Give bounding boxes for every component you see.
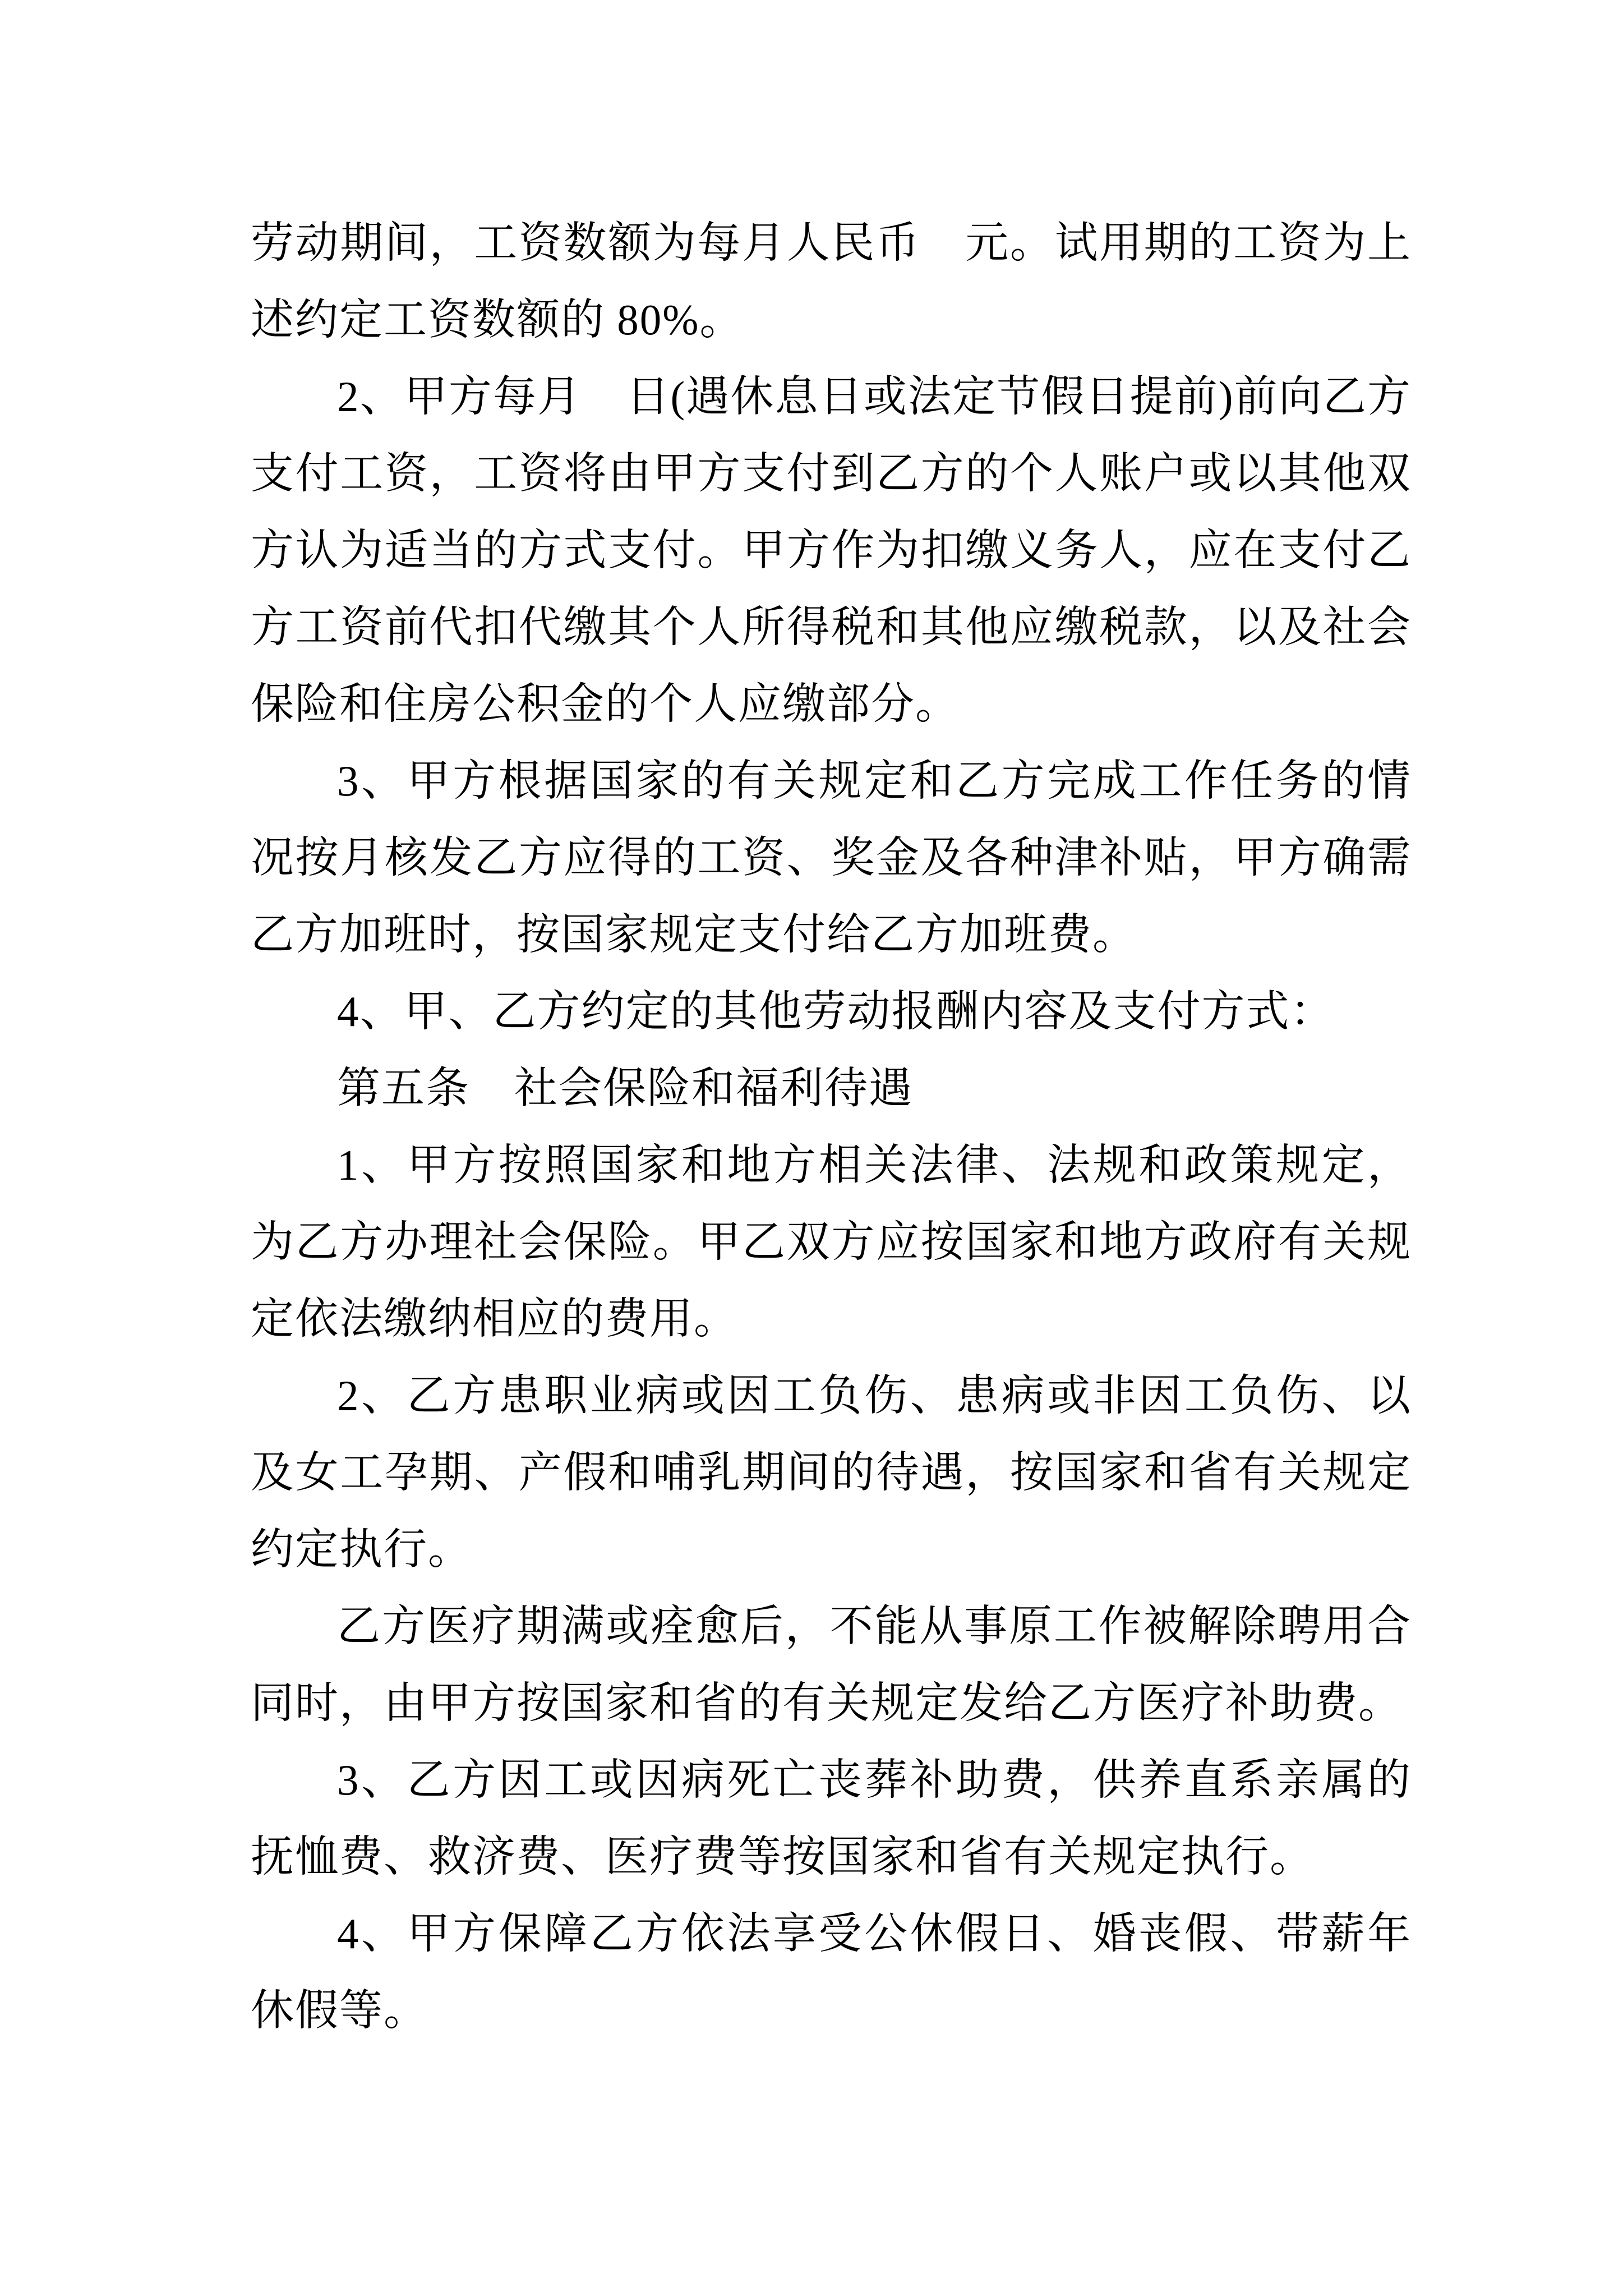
text-line-19: 乙方医疗期满或痊愈后，不能从事原工作被解除聘用合 — [337, 1602, 1412, 1650]
text-line-24: 休假等。 — [251, 1986, 428, 2035]
text-line-21: 3、乙方因工或因病死亡丧葬补助费，供养直系亲属的 — [337, 1756, 1412, 1804]
text-line-18: 约定执行。 — [251, 1525, 472, 1573]
text-line-8: 3、甲方根据国家的有关规定和乙方完成工作任务的情 — [337, 757, 1412, 805]
text-line-23: 4、甲方保障乙方依法享受公休假日、婚丧假、带薪年 — [337, 1910, 1412, 1958]
text-line-15: 定依法缴纳相应的费用。 — [251, 1295, 738, 1343]
text-line-4: 支付工资，工资将由甲方支付到乙方的个人账户或以其他双 — [251, 449, 1412, 498]
text-line-10: 乙方加班时，按国家规定支付给乙方加班费。 — [251, 910, 1137, 959]
contract-text-block — [251, 205, 1412, 2049]
text-line-2: 述约定工资数额的 80%。 — [251, 296, 744, 344]
text-line-3: 2、甲方每月 日(遇休息日或法定节假日提前)前向乙方 — [337, 372, 1412, 421]
text-line-1: 劳动期间，工资数额为每月人民币 元。试用期的工资为上 — [251, 219, 1412, 267]
text-line-17: 及女工孕期、产假和哺乳期间的待遇，按国家和省有关规定 — [251, 1448, 1412, 1497]
text-line-5: 方认为适当的方式支付。甲方作为扣缴义务人，应在支付乙 — [251, 526, 1412, 574]
text-line-11: 4、甲、乙方约定的其他劳动报酬内容及支付方式： — [337, 987, 1335, 1036]
text-line-16: 2、乙方患职业病或因工负伤、患病或非因工负伤、以 — [337, 1372, 1412, 1420]
text-line-22: 抚恤费、救济费、医疗费等按国家和省有关规定执行。 — [251, 1833, 1314, 1881]
text-line-6: 方工资前代扣代缴其个人所得税和其他应缴税款，以及社会 — [251, 603, 1412, 651]
text-line-7: 保险和住房公积金的个人应缴部分。 — [251, 680, 960, 728]
text-line-20: 同时，由甲方按国家和省的有关规定发给乙方医疗补助费。 — [251, 1679, 1403, 1727]
text-line-12: 第五条 社会保险和福利待遇 — [337, 1064, 913, 1112]
text-line-13: 1、甲方按照国家和地方相关法律、法规和政策规定， — [337, 1141, 1412, 1189]
text-line-14: 为乙方办理社会保险。甲乙双方应按国家和地方政府有关规 — [251, 1218, 1412, 1266]
text-line-9: 况按月核发乙方应得的工资、奖金及各种津补贴，甲方确需 — [251, 834, 1412, 882]
